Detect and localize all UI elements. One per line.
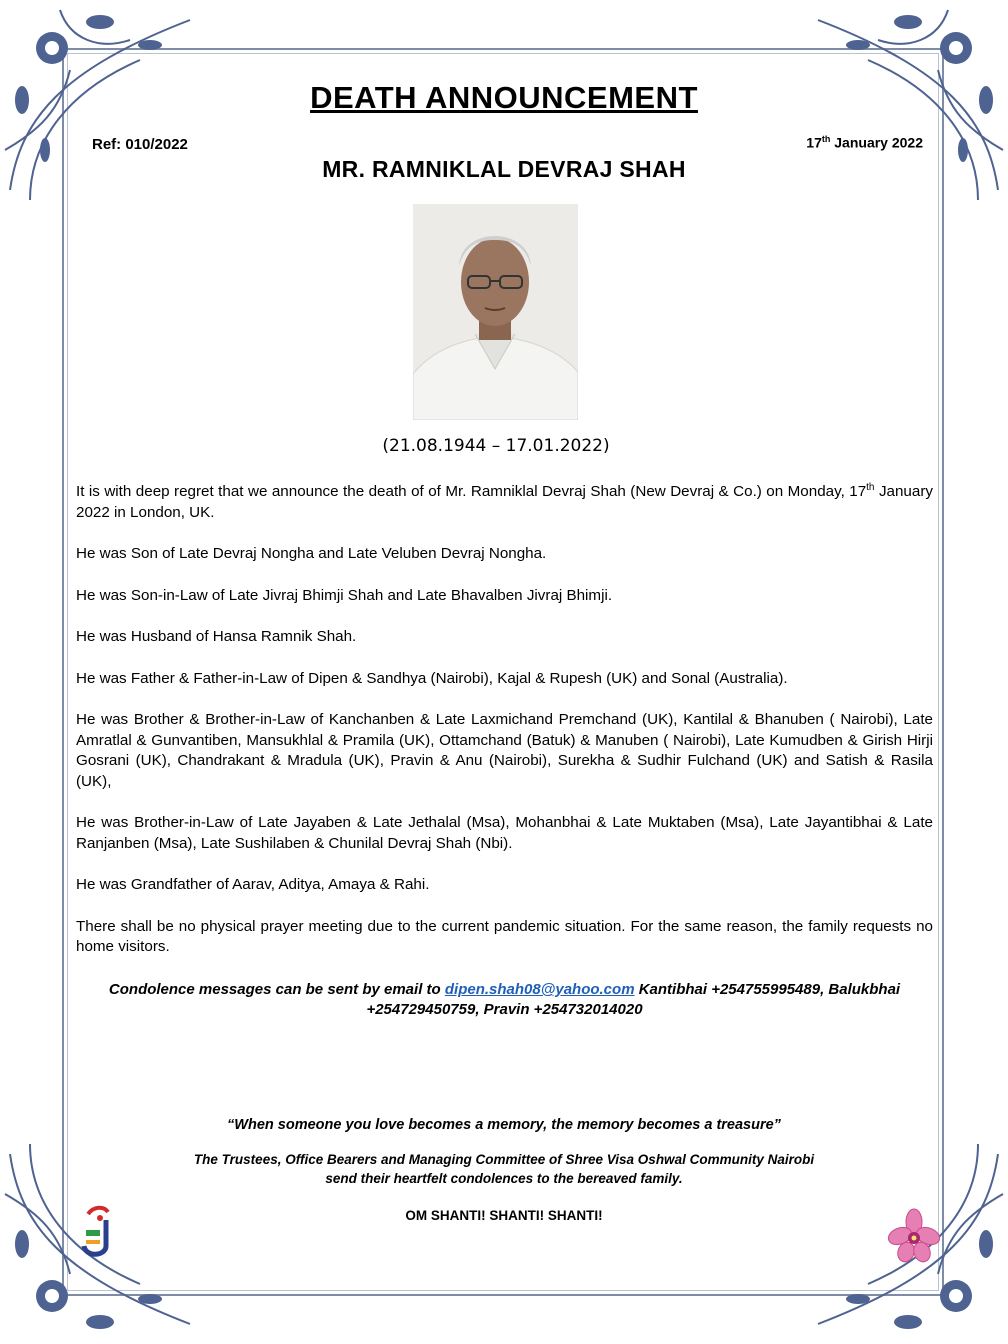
paragraph-prayer-notice: There shall be no physical prayer meeting due to the current pandemic situation. For the same reason, the family requests no home visitors. (76, 917, 933, 955)
trustees-line-2: send their heartfelt condolences to the bereaved family. (325, 1171, 683, 1186)
condolence-prefix: Condolence messages can be sent by email to (108, 981, 445, 998)
paragraph-death-notice (76, 482, 933, 523)
paragraph-text: It is with deep regret that we announce the death of of Mr. Ramniklal Devraj Shah (New Devraj & Co.) on Monday, 17 (76, 483, 867, 500)
life-dates: (21.08.1944 – 17.01.2022) (382, 436, 610, 456)
paragraph-spouse: He was Husband of Hansa Ramnik Shah. (76, 628, 357, 645)
date-rest: January 2022 (830, 134, 923, 151)
condolence-contacts (76, 980, 933, 1020)
om-shanti-text: OM SHANTI! SHANTI! SHANTI! (405, 1208, 603, 1223)
announcement-date (806, 134, 923, 151)
paragraph-parents: He was Son of Late Devraj Nongha and Late Veluben Devraj Nongha. (76, 545, 547, 562)
trustees-condolences (0, 1150, 1008, 1188)
paragraph-siblings-in-law: He was Brother-in-Law of Late Jayaben & Late Jethalal (Msa), Mohanbhai & Late Muktaben (Msa), Late Jayantibhai & Late Ranjanben (Msa), Late Sushilaben & Chunilal Devraj Shah (Nbi). (76, 814, 933, 852)
page-title: DEATH ANNOUNCEMENT (310, 80, 698, 115)
condolence-phone-numbers: Kantibhai +254755995489, Balukbhai +254729450759, Pravin +254732014020 (366, 981, 901, 1018)
portrait-photo (413, 204, 578, 420)
memorial-quote: “When someone you love becomes a memory, the memory becomes a treasure” (227, 1117, 781, 1133)
orchid-flower-icon (888, 1208, 940, 1264)
deceased-name: MR. RAMNIKLAL DEVRAJ SHAH (322, 156, 686, 182)
reference-number: Ref: 010/2022 (92, 136, 188, 153)
paragraph-text: January 2022 in London, UK. (76, 483, 933, 521)
date-suffix: th (866, 481, 875, 493)
paragraph-siblings: He was Brother & Brother-in-Law of Kanchanben & Late Laxmichand Premchand (UK), Kantilal & Bhanuben ( Nairobi), Late Amratlal & Gunvantiben, Mansukhlal & Pramila (UK), Ottamchand (Batuk) & Manuben ( Nairobi), Late Kumudben & Girish Hirji Gosrani (UK), Chandrakant & Mradula (UK), Pravin & Anu (Nairobi), Surekha & Sudhir Fulchand (UK) and Satish & Rasila (UK), (76, 711, 933, 790)
announcement-body (76, 482, 933, 979)
community-logo-icon (80, 1204, 120, 1260)
trustees-line-1: The Trustees, Office Bearers and Managing Committee of Shree Visa Oshwal Community Nairobi (193, 1152, 815, 1167)
paragraph-children: He was Father & Father-in-Law of Dipen & Sandhya (Nairobi), Kajal & Rupesh (UK) and Sonal (Australia). (76, 669, 788, 687)
paragraph-parents-in-law: He was Son-in-Law of Late Jivraj Bhimji Shah and Late Bhavalben Jivraj Bhimji. (76, 586, 613, 604)
date-day: 17 (806, 134, 822, 151)
date-suffix: th (821, 134, 831, 144)
paragraph-grandchildren: He was Grandfather of Aarav, Aditya, Amaya & Rahi. (76, 876, 430, 893)
email-link[interactable]: dipen.shah08@yahoo.com (444, 981, 635, 998)
